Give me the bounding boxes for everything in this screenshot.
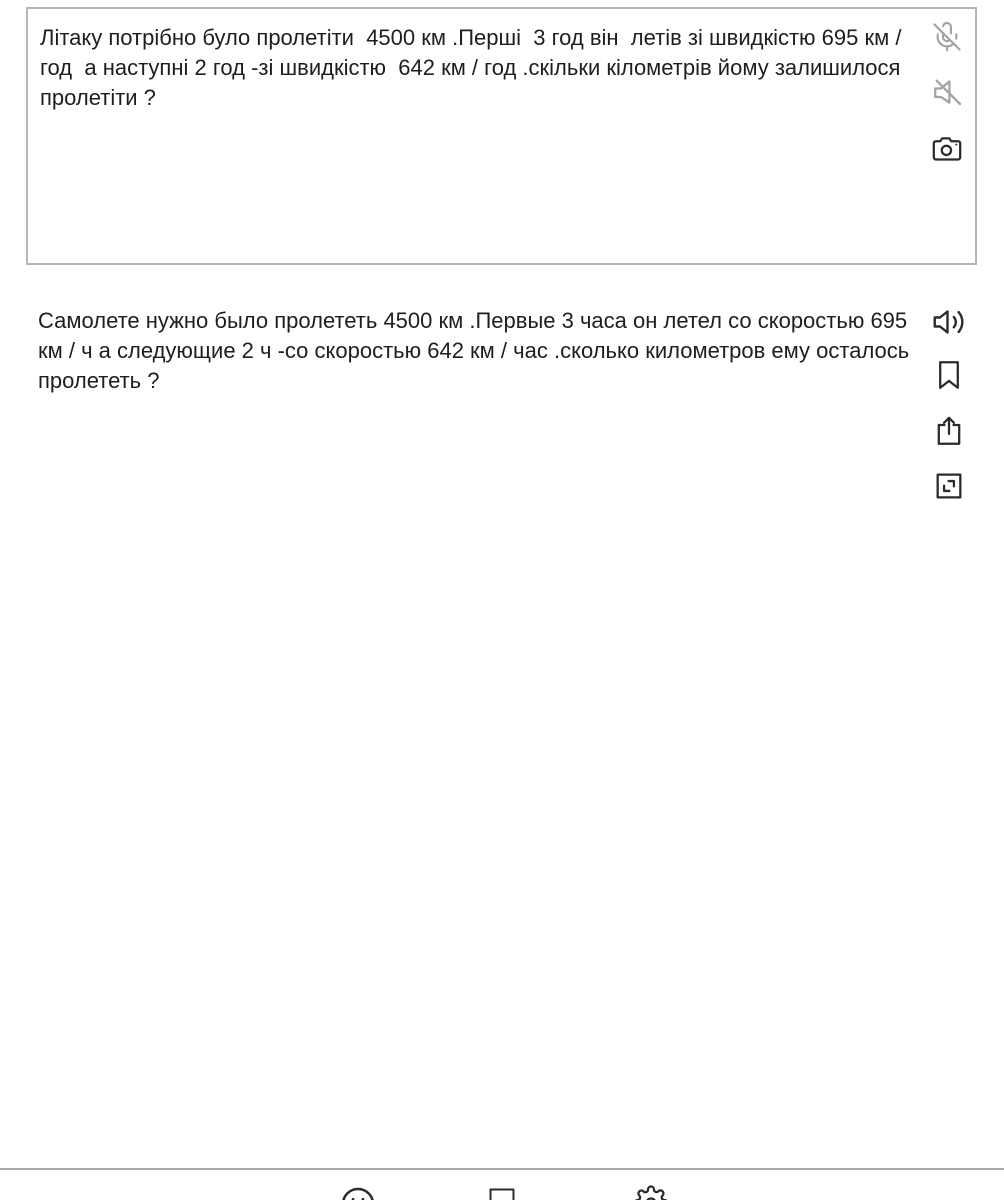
smiley-face-icon — [340, 1186, 376, 1200]
mic-off-button[interactable] — [931, 21, 963, 53]
source-text-panel[interactable] — [26, 7, 977, 265]
speaker-button[interactable] — [931, 304, 967, 340]
camera-button[interactable] — [929, 131, 965, 167]
bookmark-button[interactable] — [932, 358, 966, 392]
camera-icon — [929, 131, 965, 167]
settings-tab-button[interactable] — [633, 1185, 669, 1200]
mic-off-icon — [931, 21, 963, 53]
settings-gear-icon — [633, 1185, 669, 1200]
phrasebook-icon — [489, 1188, 515, 1200]
fullscreen-icon — [933, 470, 965, 502]
conversation-tab-button[interactable] — [340, 1186, 376, 1200]
fullscreen-button[interactable] — [933, 470, 965, 502]
speaker-off-button[interactable] — [931, 75, 965, 109]
bookmark-icon — [932, 358, 966, 392]
share-button[interactable] — [932, 414, 966, 448]
phrasebook-tab-button[interactable] — [489, 1188, 515, 1200]
translation-text: Самолете нужно было пролететь 4500 км .Первые 3 часа он летел со скоростью 695 км / ч а следующие 2 ч -со скоростью 642 км / час .сколько километров ему осталось пролететь ? — [38, 308, 916, 393]
speaker-off-icon — [931, 75, 965, 109]
source-text[interactable]: Літаку потрібно було пролетіти 4500 км .Перші 3 год він летів зі швидкістю 695 км / год а наступні 2 год -зі швидкістю 642 км / год .скільки кілометрів йому залишилося пролетіти ? — [40, 25, 908, 110]
speaker-icon — [931, 304, 967, 340]
share-icon — [932, 414, 966, 448]
